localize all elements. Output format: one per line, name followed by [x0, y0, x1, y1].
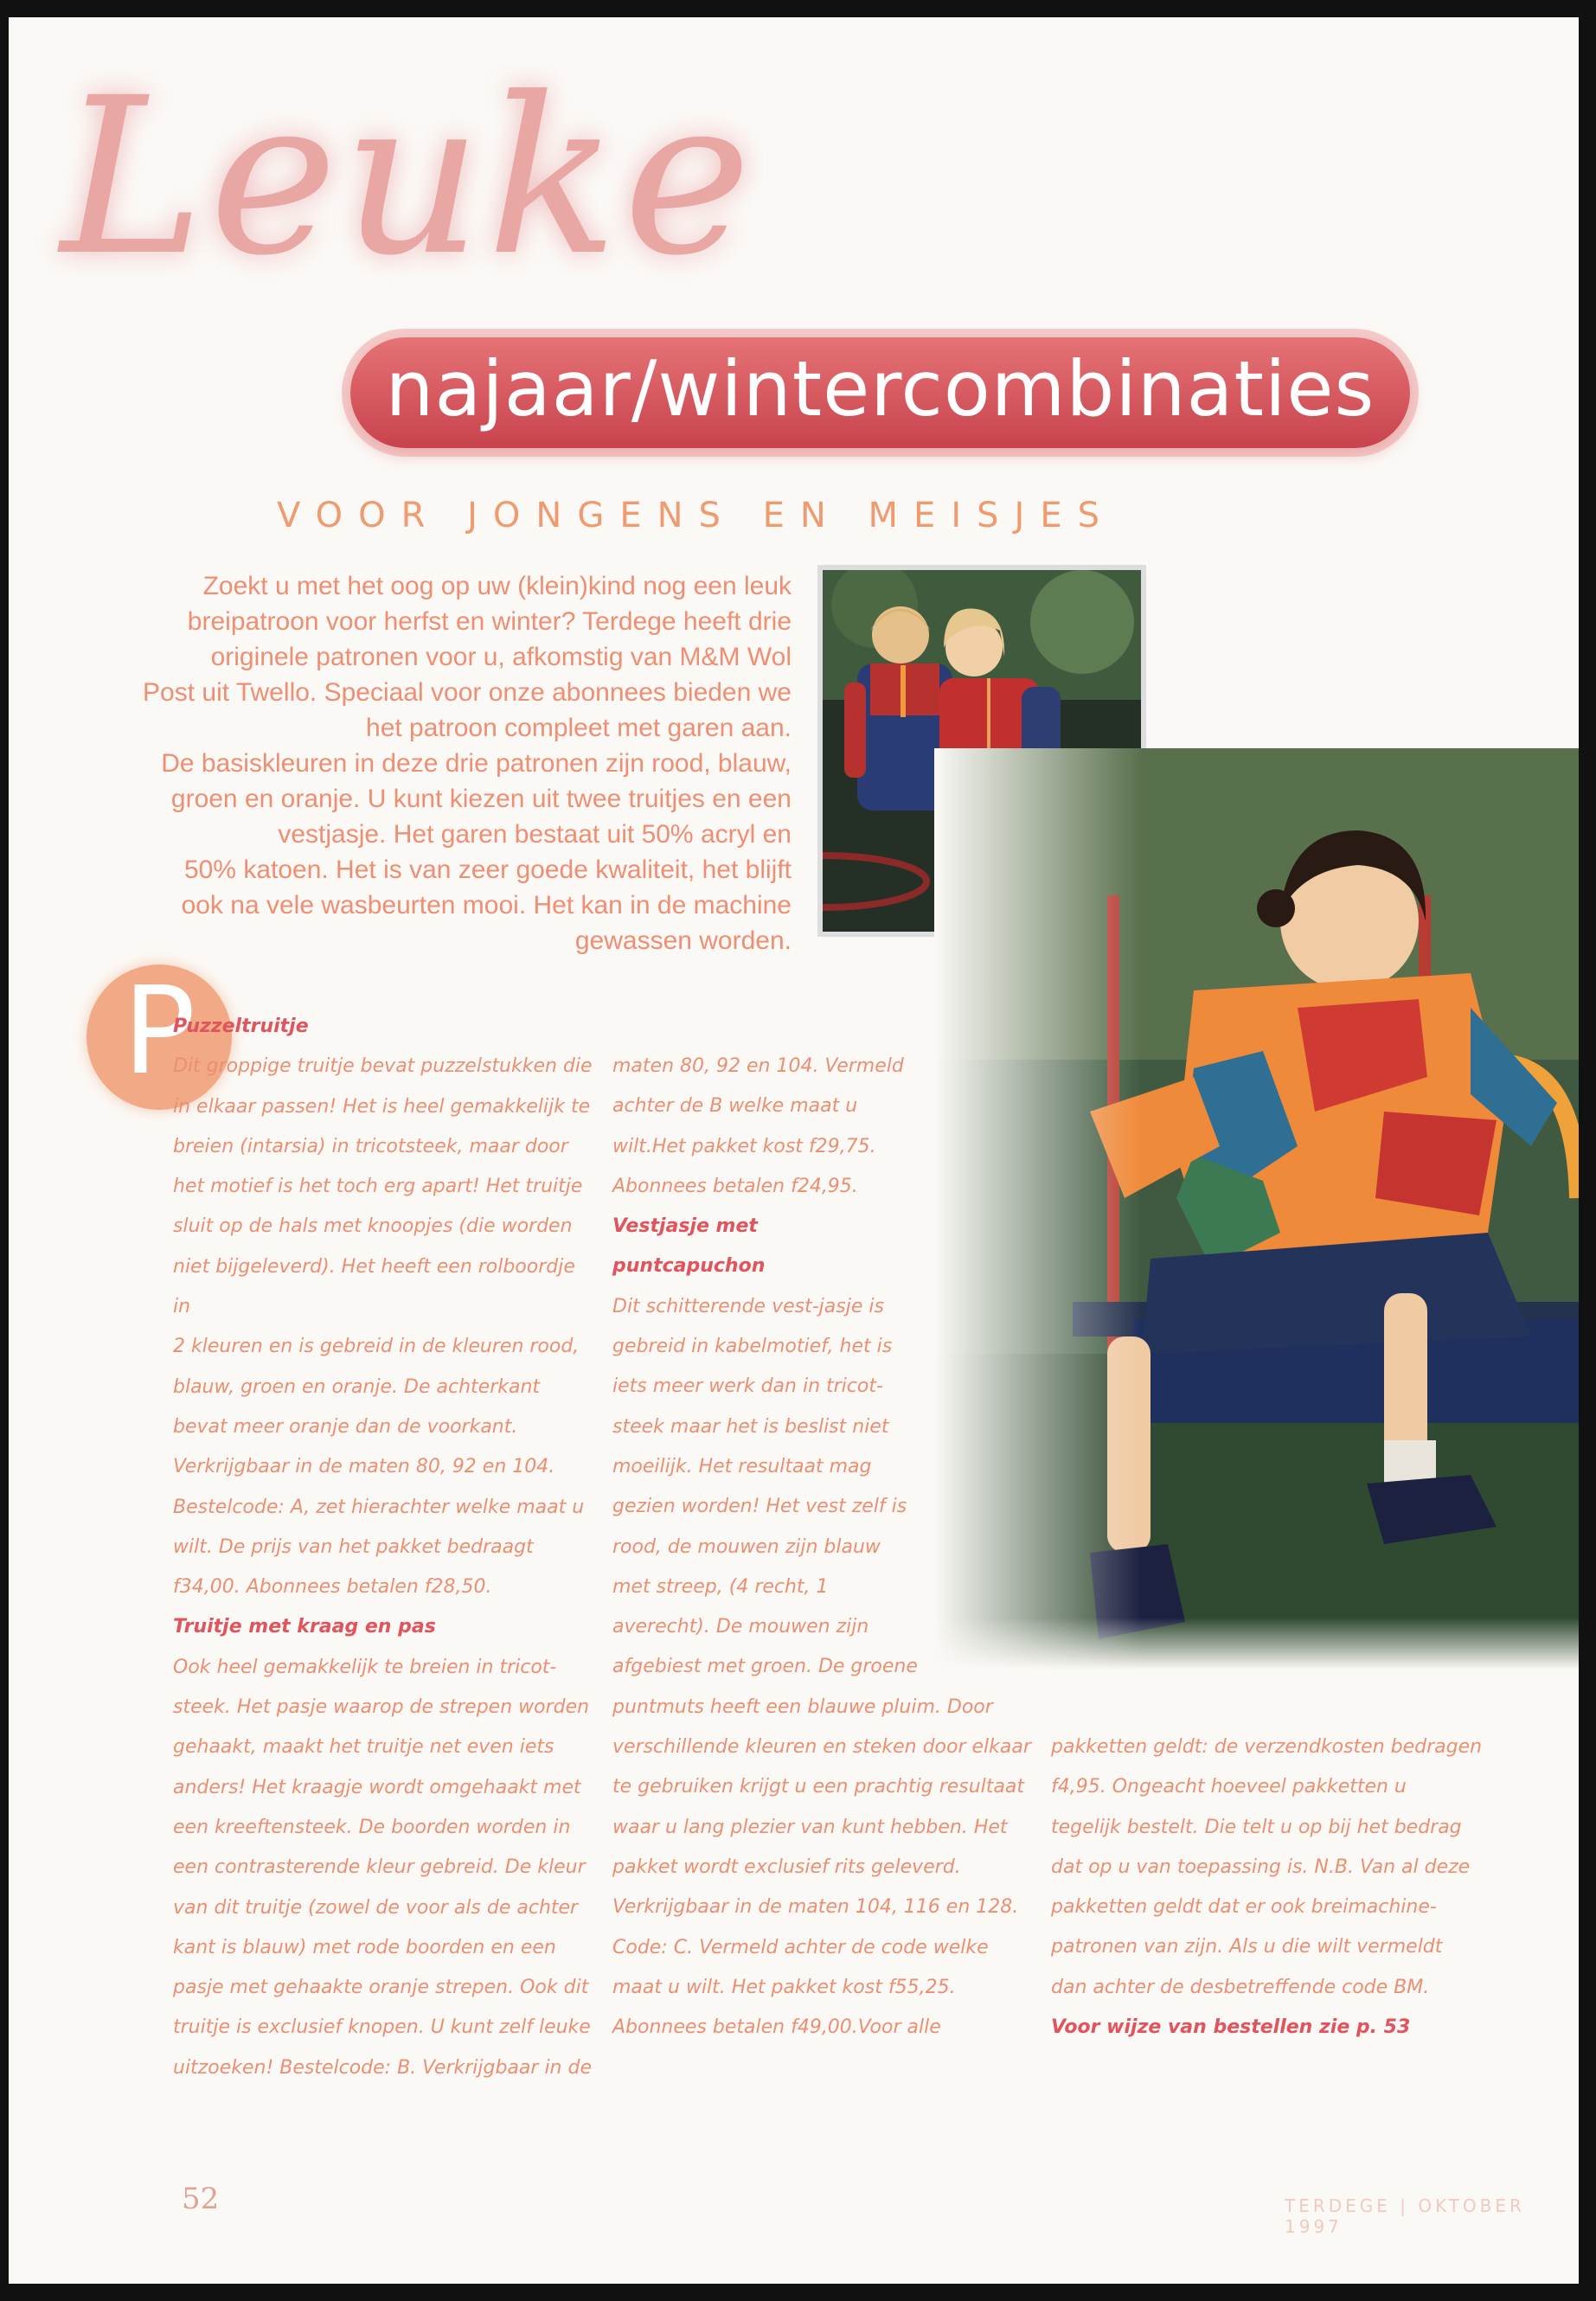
text-line: in elkaar passen! Het is heel gemakkelijk te	[173, 1095, 591, 1118]
intro-line: Post uit Twello. Speciaal voor onze abonnees bieden we	[143, 678, 792, 707]
text-line: Abonnees betalen f49,00.Voor alle	[612, 2016, 941, 2039]
intro-line: het patroon compleet met garen aan.	[366, 714, 792, 742]
section-heading: puntcapuchon	[612, 1255, 766, 1278]
section-heading: Puzzeltruitje	[173, 1016, 309, 1037]
text-line: pakketten geldt: de verzendkosten bedragen	[1051, 1736, 1483, 1758]
text-line: rood, de mouwen zijn blauw	[612, 1535, 881, 1558]
text-line: gebreid in kabelmotief, het is	[612, 1336, 893, 1358]
text-line: dat op u van toepassing is. N.B. Van al deze	[1051, 1856, 1471, 1878]
text-line: wilt.Het pakket kost f29,75.	[612, 1135, 876, 1157]
text-line: maat u wilt. Het pakket kost f55,25.	[612, 1976, 956, 1998]
ordering-reference: Voor wijze van bestellen zie p. 53	[1051, 2016, 1411, 2039]
intro-paragraph	[112, 568, 792, 958]
section-heading: Vestjasje met	[612, 1215, 758, 1238]
text-line: blauw, groen en oranje. De achterkant	[173, 1375, 541, 1398]
intro-line: Zoekt u met het oog op uw (klein)kind nog een leuk	[202, 572, 792, 600]
text-line: Dit schitterende vest-jasje is	[612, 1295, 884, 1317]
text-line: gezien worden! Het vest zelf is	[612, 1496, 907, 1518]
text-line: niet bijgeleverd). Het heeft een rolboordje in	[173, 1255, 575, 1318]
text-line: moeilijk. Het resultaat mag	[612, 1455, 872, 1477]
text-line: een contrasterende kleur gebreid. De kleur	[173, 1856, 586, 1879]
text-line: dan achter de desbetreffende code BM.	[1051, 1976, 1430, 1998]
text-line: breien (intarsia) in tricotsteek, maar door	[173, 1135, 568, 1157]
intro-line: De basiskleuren in deze drie patronen zijn rood, blauw,	[161, 749, 792, 778]
text-line: afgebiest met groen. De groene	[612, 1656, 918, 1678]
text-line: patronen van zijn. Als u die wilt vermeldt	[1051, 1936, 1443, 1958]
intro-line: 50% katoen. Het is van zeer goede kwaliteit, het blijft	[183, 856, 792, 884]
text-line: Verkrijgbaar in de maten 104, 116 en 128.	[612, 1896, 1019, 1919]
text-line: gehaakt, maakt het truitje net even iets	[173, 1736, 554, 1759]
text-line: een kreeftensteek. De boorden worden in	[173, 1816, 571, 1838]
magazine-page	[9, 17, 1579, 2284]
text-line: truitje is exclusief knopen. U kunt zelf leuke	[173, 2016, 591, 2039]
text-line: uitzoeken! Bestelcode: B. Verkrijgbaar in de	[173, 2056, 592, 2079]
text-line: waar u lang plezier van kunt hebben. Het	[612, 1816, 1008, 1838]
script-title: Leuke	[61, 51, 757, 303]
text-line: pakketten geldt dat er ook breimachine-	[1051, 1896, 1437, 1919]
text-line: wilt. De prijs van het pakket bedraagt	[173, 1535, 534, 1558]
text-line: anders! Het kraagje wordt omgehaakt met	[173, 1776, 581, 1798]
text-line: Dit groppige truitje bevat puzzelstukken die	[173, 1055, 593, 1078]
text-line: iets meer werk dan in tricot-	[612, 1375, 883, 1398]
text-line: puntmuts heeft een blauwe pluim. Door	[612, 1695, 993, 1718]
text-line: achter de B welke maat u	[612, 1095, 858, 1118]
text-line: steek. Het pasje waarop de strepen worden	[173, 1696, 590, 1719]
page-number: 52	[182, 2182, 220, 2216]
text-line: maten 80, 92 en 104. Vermeld	[612, 1055, 904, 1077]
banner-text: najaar/wintercombinaties	[385, 344, 1375, 433]
text-line: het motief is het toch erg apart! Het truitje	[173, 1176, 583, 1198]
text-line: tegelijk bestelt. Die telt u op bij het bedrag	[1051, 1816, 1462, 1838]
text-line: kant is blauw) met rode boorden en een	[173, 1936, 556, 1958]
article-column-1	[173, 1007, 597, 2088]
article-column-2	[612, 1047, 1062, 2048]
text-line: verschillende kleuren en steken door elkaar	[612, 1736, 1031, 1759]
intro-line: vestjasje. Het garen bestaat uit 50% acryl en	[278, 820, 792, 849]
text-line: f34,00. Abonnees betalen f28,50.	[173, 1576, 492, 1599]
text-line: bevat meer oranje dan de voorkant.	[173, 1415, 518, 1438]
intro-line: originele patronen voor u, afkomstig van M&M Wol	[210, 643, 792, 671]
intro-line: ook na vele wasbeurten mooi. Het kan in de machine	[181, 891, 792, 920]
intro-line: gewassen worden.	[574, 926, 792, 955]
text-line: Bestelcode: A, zet hierachter welke maat u	[173, 1496, 585, 1518]
text-line: Ook heel gemakkelijk te breien in tricot-	[173, 1656, 557, 1678]
text-line: te gebruiken krijgt u een prachtig resultaat	[612, 1776, 1025, 1798]
section-heading: Truitje met kraag en pas	[173, 1616, 436, 1638]
text-line: pakket wordt exclusief rits geleverd.	[612, 1856, 961, 1878]
text-line: f4,95. Ongeacht hoeveel pakketten u	[1051, 1776, 1407, 1798]
intro-line: groen en oranje. U kunt kiezen uit twee truitjes en een	[170, 785, 792, 813]
text-line: sluit op de hals met knoopjes (die worden	[173, 1215, 573, 1238]
text-line: averecht). De mouwen zijn	[612, 1616, 869, 1638]
intro-line: breipatroon voor herfst en winter? Terdege heeft drie	[187, 607, 792, 636]
text-line: 2 kleuren en is gebreid in de kleuren rood,	[173, 1336, 580, 1358]
text-line: pasje met gehaakte oranje strepen. Ook dit	[173, 1977, 589, 1999]
text-line: Verkrijgbaar in de maten 80, 92 en 104.	[173, 1456, 555, 1478]
article-column-3	[1051, 1727, 1535, 2048]
text-line: steek maar het is beslist niet	[612, 1415, 889, 1438]
magazine-footer: TERDEGE | OKTOBER 1997	[1285, 2195, 1525, 2237]
text-line: Code: C. Vermeld achter de code welke	[612, 1936, 989, 1958]
text-line: Abonnees betalen f24,95.	[612, 1175, 858, 1197]
drop-cap-letter: P	[122, 961, 196, 1102]
text-line: met streep, (4 recht, 1	[612, 1575, 829, 1598]
title-banner	[350, 337, 1410, 448]
subtitle: VOOR JONGENS EN MEISJES	[277, 496, 1115, 535]
text-line: van dit truitje (zowel de voor als de achter	[173, 1896, 579, 1919]
